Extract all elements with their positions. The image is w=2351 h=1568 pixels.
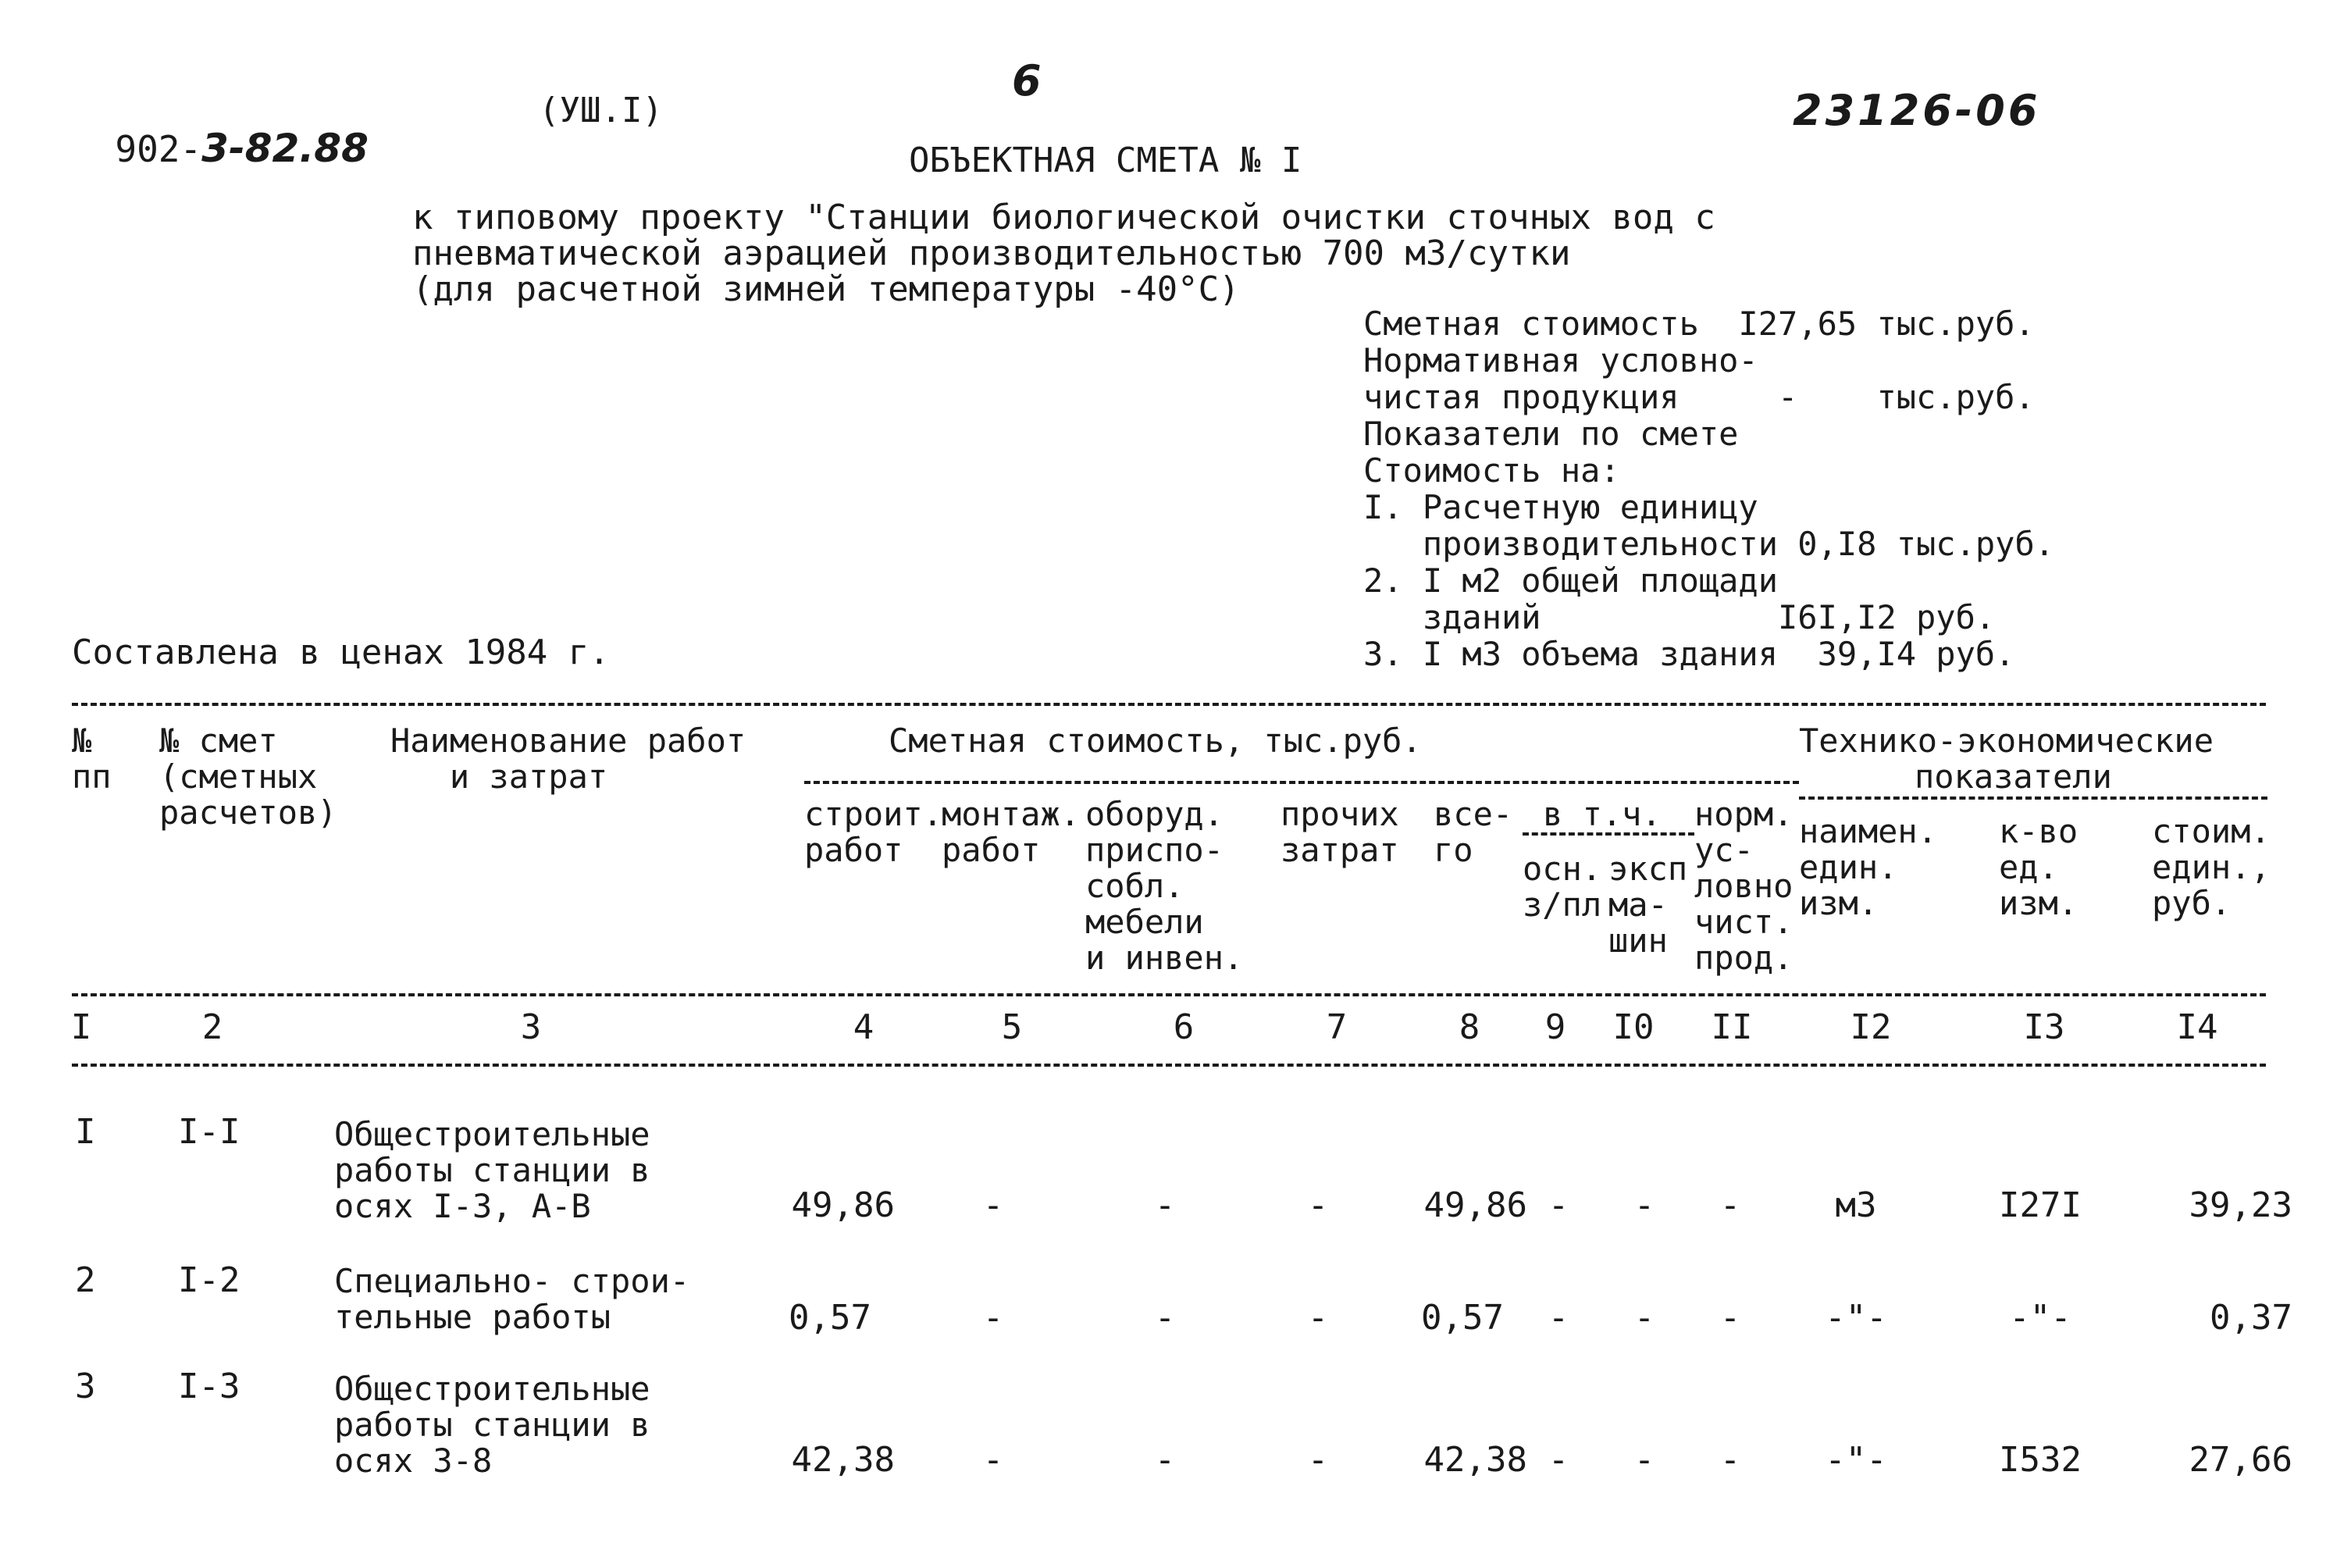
row-quantity: -"- [2009, 1298, 2071, 1338]
row-unit: -"- [1825, 1298, 1887, 1338]
subtitle-line-1: к типовому проекту "Станции биологической очистки сточных вод с [412, 198, 1715, 237]
header-cost-rule [804, 781, 1799, 784]
header-group-tech: Технико-экономические [1799, 722, 2214, 760]
row-installation: - [982, 1440, 1004, 1480]
column-number: I0 [1612, 1007, 1655, 1047]
row-total: 42,38 [1423, 1440, 1527, 1480]
column-number: 2 [201, 1007, 223, 1047]
row-estimate: I-I [178, 1112, 240, 1152]
document-title: ОБЪЕКТНАЯ СМЕТА № I [909, 141, 1302, 180]
header-col-5: монтаж. работ [942, 795, 1081, 869]
row-machines: - [1633, 1185, 1655, 1225]
row-construction: 0,57 [789, 1298, 871, 1338]
summary-line: Нормативная условно- [1363, 341, 1758, 380]
row-net-product: - [1719, 1440, 1741, 1480]
header-group-tech-2: показатели [1915, 757, 2112, 796]
subtitle-line-2: пневматической аэрацией производительностью 700 м3/сутки [412, 233, 1571, 273]
page-number: 6 [1012, 56, 1042, 105]
summary-line: зданий I6I,I2 руб. [1363, 598, 1996, 636]
row-machines: - [1633, 1298, 1655, 1338]
summary-line: чистая продукция - тыс.руб. [1363, 378, 2035, 416]
row-other: - [1307, 1440, 1329, 1480]
row-unit-cost: 27,66 [2189, 1440, 2292, 1480]
row-equipment: - [1154, 1185, 1176, 1225]
row-unit-cost: 39,23 [2189, 1185, 2292, 1225]
row-estimate: I-3 [178, 1367, 240, 1406]
row-unit: м3 [1835, 1185, 1877, 1225]
table-top-rule [72, 703, 2266, 706]
composed-in-prices: Составлена в ценах 1984 г. [72, 633, 610, 672]
header-col-12: наимен. един. изм. [1799, 812, 1938, 922]
header-col-3: Наименование работ и затрат [390, 722, 746, 796]
header-col-7: прочих затрат [1281, 795, 1399, 869]
header-col-13: к-во ед. изм. [1999, 812, 2078, 922]
document-code [72, 92, 369, 171]
row-unit-cost: 0,37 [2210, 1298, 2292, 1338]
column-number: 5 [1001, 1007, 1023, 1047]
header-col-8: все- го [1434, 795, 1513, 869]
document-code-handwritten: 3-82.88 [201, 126, 369, 171]
column-number: 4 [853, 1007, 875, 1047]
row-number: I [75, 1112, 96, 1152]
row-net-product: - [1719, 1185, 1741, 1225]
header-col-6: оборуд. приспо- собл. мебели и инвен. [1085, 795, 1244, 977]
row-construction: 42,38 [791, 1440, 895, 1480]
summary-line: 2. I м2 общей площади [1363, 561, 1779, 600]
column-number: 9 [1544, 1007, 1566, 1047]
row-installation: - [982, 1185, 1004, 1225]
column-number: I4 [2176, 1007, 2218, 1047]
summary-line: Сметная стоимость I27,65 тыс.руб. [1363, 305, 2035, 343]
column-number: I [70, 1007, 92, 1047]
header-bottom-rule [72, 993, 2266, 996]
header-col-4: строит. работ [804, 795, 943, 869]
row-number: 2 [75, 1260, 96, 1300]
summary-line: 3. I м3 объема здания 39,I4 руб. [1363, 635, 2015, 673]
row-other: - [1307, 1185, 1329, 1225]
summary-line: I. Расчетную единицу [1363, 488, 1758, 526]
summary-line: производительности 0,I8 тыс.руб. [1363, 525, 2055, 563]
column-number: 7 [1326, 1007, 1348, 1047]
row-name: Специально- строи- тельные работы [334, 1262, 690, 1336]
column-numbers-rule [72, 1064, 2266, 1067]
row-estimate: I-2 [178, 1260, 240, 1300]
row-wages: - [1548, 1298, 1569, 1338]
row-other: - [1307, 1298, 1329, 1338]
header-vtch-rule [1523, 832, 1694, 836]
header-col-2: № смет (сметных расчетов) [159, 722, 337, 832]
row-equipment: - [1154, 1298, 1176, 1338]
row-net-product: - [1719, 1298, 1741, 1338]
header-tech-rule [1799, 796, 2267, 800]
row-total: 0,57 [1421, 1298, 1504, 1338]
header-col-14: стоим. един., руб. [2152, 812, 2271, 922]
column-number: II [1711, 1007, 1753, 1047]
summary-line: Стоимость на: [1363, 451, 1620, 490]
summary-line: Показатели по смете [1363, 415, 1739, 453]
row-total: 49,86 [1423, 1185, 1527, 1225]
row-name: Общестроительные работы станции в осях 3-8 [334, 1370, 650, 1480]
header-col-9: осн. з/пл [1523, 850, 1602, 924]
column-number: I3 [2023, 1007, 2065, 1047]
row-wages: - [1548, 1440, 1569, 1480]
row-name: Общестроительные работы станции в осях I-3, А-В [334, 1115, 650, 1225]
column-number: 3 [520, 1007, 542, 1047]
archive-number: 23126-06 [1793, 86, 2041, 135]
album-number: (УШ.I) [539, 91, 663, 130]
row-quantity: I532 [1999, 1440, 2082, 1480]
column-number: 6 [1173, 1007, 1195, 1047]
row-equipment: - [1154, 1440, 1176, 1480]
row-construction: 49,86 [791, 1185, 895, 1225]
column-number: 8 [1459, 1007, 1480, 1047]
header-col-10: эксп ма- шин [1608, 850, 1688, 960]
row-unit: -"- [1825, 1440, 1887, 1480]
header-col-11: норм. ус- ловно чист. прод. [1694, 795, 1794, 977]
row-installation: - [982, 1298, 1004, 1338]
row-quantity: I27I [1999, 1185, 2082, 1225]
row-number: 3 [75, 1367, 96, 1406]
document-code-prefix: 902- [115, 128, 202, 170]
header-group-vtch: в т.ч. [1543, 795, 1662, 833]
column-number: I2 [1850, 1007, 1892, 1047]
header-group-cost: Сметная стоимость, тыс.руб. [889, 722, 1422, 760]
header-col-1: № пп [72, 722, 112, 796]
row-machines: - [1633, 1440, 1655, 1480]
row-wages: - [1548, 1185, 1569, 1225]
subtitle-line-3: (для расчетной зимней температуры -40°С) [412, 269, 1240, 309]
